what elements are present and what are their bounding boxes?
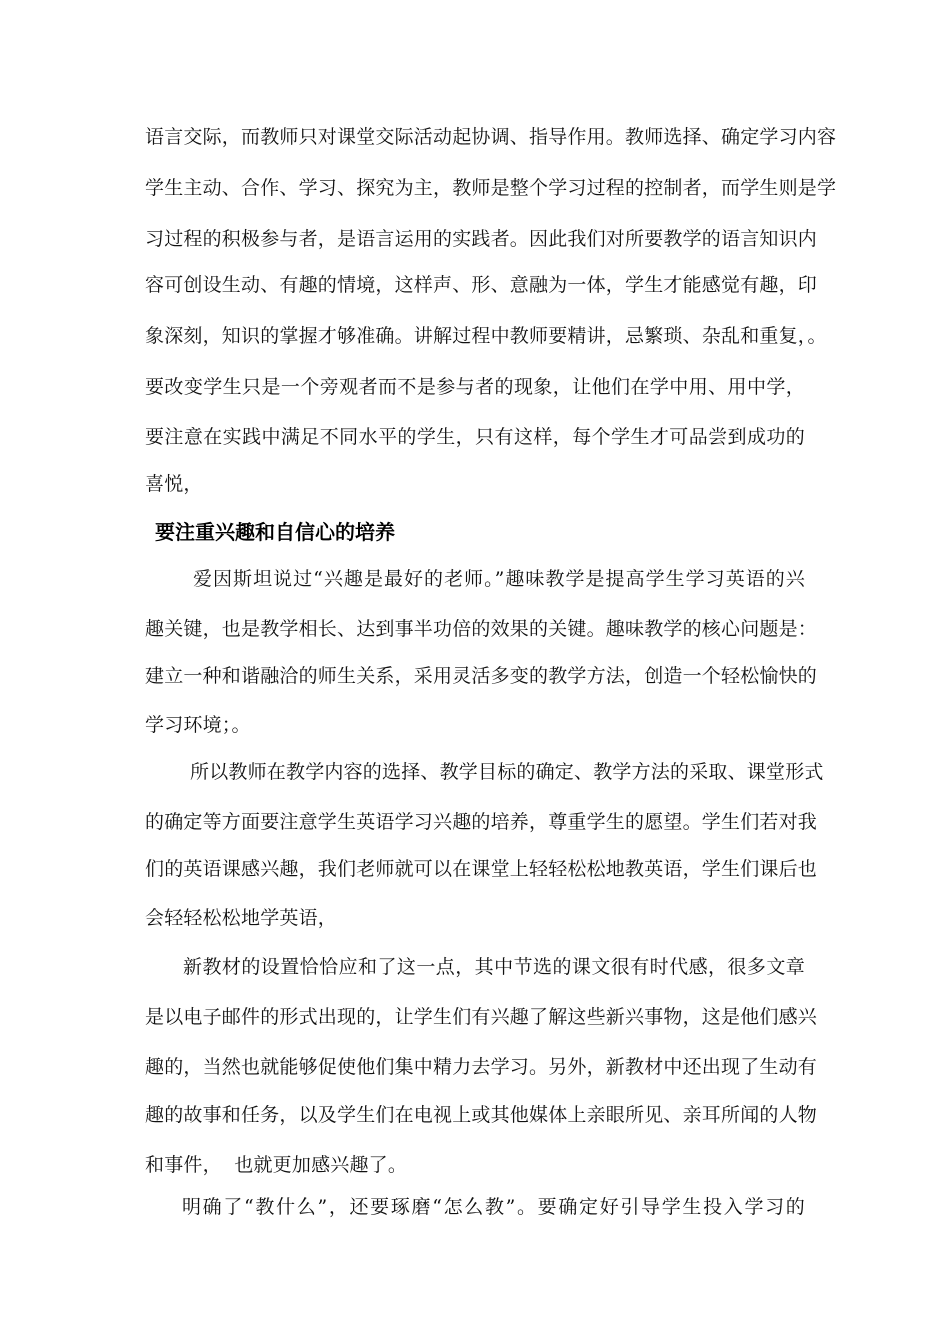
text-line: 要改变学生只是一个旁观者而不是参与者的现象，让他们在学中用、用中学， (145, 376, 805, 398)
text-line: 们的英语课感兴趣，我们老师就可以在课堂上轻轻松松地教英语，学生们课后也 (145, 858, 818, 880)
section-heading: 要注重兴趣和自信心的培养 (155, 520, 395, 544)
text-line: 语言交际，而教师只对课堂交际活动起协调、指导作用。教师选择、确定学习内容 (145, 126, 837, 148)
text-line: 建立一种和谐融洽的师生关系，采用灵活多变的教学方法，创造一个轻松愉快的 (145, 665, 818, 687)
text-line: 喜悦， (145, 473, 203, 495)
text-line: 和事件， 也就更加感兴趣了。 (145, 1154, 408, 1176)
text-line: 容可创设生动、有趣的情境，这样声、形、意融为一体，学生才能感觉有趣，印 (145, 274, 818, 296)
text-line: 所以教师在教学内容的选择、教学目标的确定、教学方法的采取、课堂形式 (190, 761, 824, 783)
text-line: 爱因斯坦说过“兴趣是最好的老师。”趣味教学是提高学生学习英语的兴 (193, 568, 805, 590)
text-line: 趣的，当然也就能够促使他们集中精力去学习。另外，新教材中还出现了生动有 (145, 1056, 818, 1078)
text-line: 会轻轻松松地学英语， (145, 907, 338, 929)
text-line: 习过程的积极参与者，是语言运用的实践者。因此我们对所要教学的语言知识内 (145, 228, 818, 250)
text-line: 学习环境；。 (145, 714, 251, 736)
text-line: 学生主动、合作、学习、探究为主，教师是整个学习过程的控制者，而学生则是学 (145, 177, 837, 199)
text-line: 象深刻，知识的掌握才够准确。讲解过程中教师要精讲，忌繁琐、杂乱和重复，。 (145, 325, 827, 347)
text-line: 趣关键，也是教学相长、达到事半功倍的效果的关键。趣味教学的核心问题是： (145, 618, 818, 640)
text-line: 要注意在实践中满足不同水平的学生，只有这样，每个学生才可品尝到成功的 (145, 426, 805, 448)
text-line: 的确定等方面要注意学生英语学习兴趣的培养，尊重学生的愿望。学生们若对我 (145, 811, 818, 833)
text-line: 趣的故事和任务，以及学生们在电视上或其他媒体上亲眼所见、亲耳所闻的人物 (145, 1104, 818, 1126)
text-line: 新教材的设置恰恰应和了这一点，其中节选的课文很有时代感，很多文章 (183, 956, 805, 978)
text-line: 是以电子邮件的形式出现的，让学生们有兴趣了解这些新兴事物，这是他们感兴 (145, 1006, 818, 1028)
text-line: 明确了“教什么”，还要琢磨“怎么教”。要确定好引导学生投入学习的 (182, 1196, 805, 1218)
